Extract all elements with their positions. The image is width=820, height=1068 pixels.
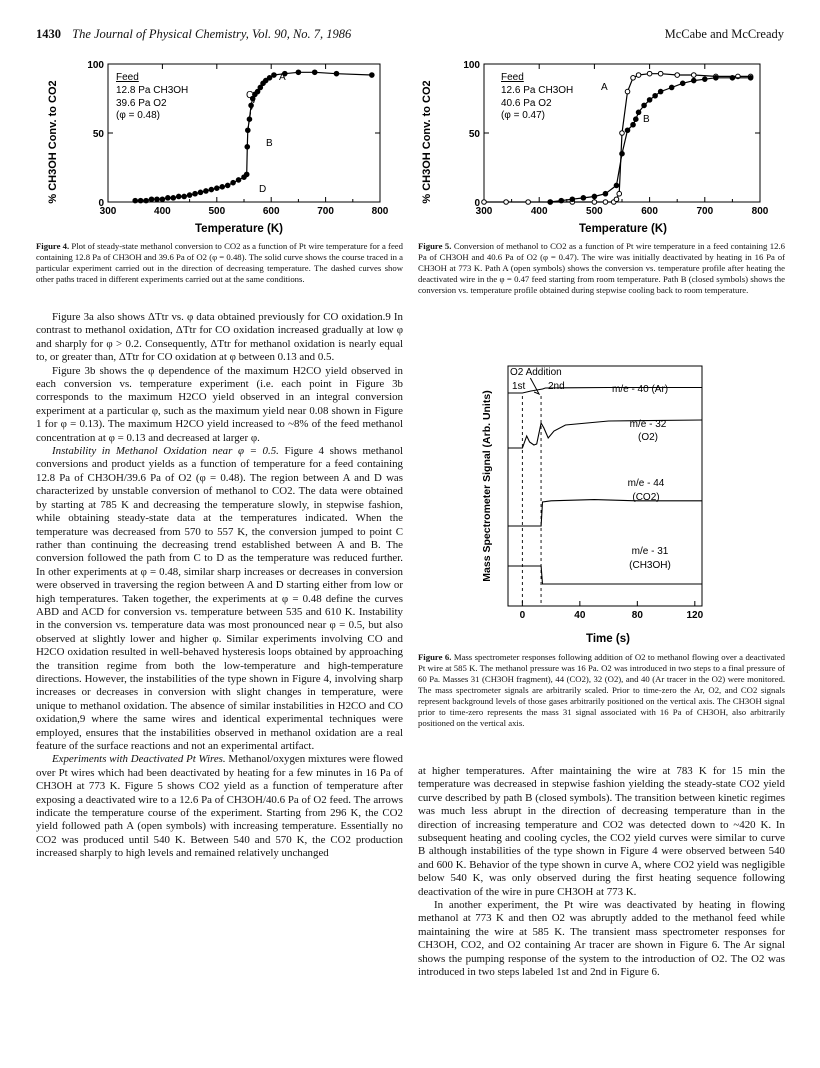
fig4-legend [116, 72, 188, 121]
fig6-arrow-icon [530, 378, 539, 394]
fig4-point [370, 73, 375, 78]
fig4-point [296, 70, 301, 75]
fig4-point [242, 175, 247, 180]
fig5-point [614, 197, 619, 202]
left-column-text [36, 311, 403, 861]
fig5-xtick-label: 400 [530, 206, 548, 217]
fig5-point [647, 71, 652, 76]
fig4-ytick-label: 100 [87, 60, 104, 71]
fig6-xtick-label: 0 [519, 610, 526, 621]
fig5-xtick-label: 300 [475, 206, 493, 217]
fig4-legend-line-1: 12.8 Pa CH3OH [116, 85, 189, 96]
fig5-point [647, 98, 652, 103]
fig4-ytick-label: 50 [92, 129, 104, 140]
fig4-point [236, 178, 241, 183]
fig5-point [658, 89, 663, 94]
fig4-point [171, 196, 176, 201]
fig5-point [617, 191, 622, 196]
paragraph-text: Methanol/oxygen mixtures were flowed over Pt wires which had been deactivated by heating for a few minutes in 16 Pa of CH3OH at 773 K. Figure 5 shows CO2 yield as a function of temperature after exposing a deactivated wire to a 12.6 Pa of CH3OH/40.6 Pa of O2 feed. The arrows indicate the temperature course of the experiment. Starting from 296 K, the CO2 yield followed path A (open symbols) with increasing temperature. Essentially no CO2 was produced until 540 K. Between 540 and 570 K, the CO2 production increased sharply to high levels and remained relatively unchanged [36, 753, 403, 860]
fig4-point [155, 197, 160, 202]
fig4-ylabel: % CH3OH Conv. to CO2 [47, 80, 59, 204]
fig6-xtick-label: 40 [574, 610, 586, 621]
fig6-label-ch3oh-species: (CH3OH) [629, 560, 671, 571]
fig6-frame [508, 366, 702, 606]
fig4-point [133, 198, 138, 203]
fig5-point [559, 198, 564, 203]
fig6-label-co2-species: (CO2) [632, 492, 660, 503]
page-number: 1430 [36, 27, 61, 41]
fig4-point [182, 194, 187, 199]
fig4-point [334, 71, 339, 76]
fig4-xtick-label: 700 [317, 206, 334, 217]
fig5-point [691, 73, 696, 78]
fig4-label-a: A [279, 72, 286, 83]
paragraph: at higher temperatures. After maintaining the wire at 783 K for 15 min the temperature was decreased in stepwise fashion yielding the steady-state CO2 yield curve described by path B (closed symbols). The transition between kinetic regimes was much less abrupt in the direction of decreasing temperature than in the direction of increasing temperature and CO2 was detected down to ~420 K. In subsequent heating and cooling cycles, the CO2 yield curves were similar to curve B although instabilities of the type shown in Figure 4 were observed between 540 and 600 K. Behavior of the type shown in curve A, where CO2 yield was negligible below 540 K, was only observed during the first heating sequence following deactivation of the wire in pure CH3OH at 773 K. [418, 765, 785, 898]
fig5-point [634, 117, 639, 122]
fig4-point [138, 198, 143, 203]
fig5-legend [501, 72, 573, 121]
fig5-label-b: B [643, 114, 650, 125]
fig5-point [526, 200, 531, 205]
fig5-point [703, 77, 708, 82]
figure-6-caption [418, 652, 785, 729]
fig5-xtick-label: 800 [751, 206, 769, 217]
fig5-series-B-line [550, 78, 750, 202]
fig5-ytick-label: 0 [474, 198, 480, 209]
page-header [36, 27, 784, 45]
fig4-xtick-label: 600 [262, 206, 280, 217]
fig5-legend-title: Feed [501, 72, 524, 83]
fig5-point [620, 131, 625, 136]
fig5-point [548, 200, 553, 205]
figure-4-caption [36, 241, 403, 285]
fig4-ytick-label: 0 [98, 198, 104, 209]
fig4-point [160, 197, 165, 202]
fig4-point [144, 198, 149, 203]
header-left [36, 27, 351, 42]
paragraph: In another experiment, the Pt wire was deactivated by heating in flowing methanol at 773 K and then O2 was abruptly added to the methanol feed while maintaining the wire at 585 K. The transient mass spectrometer responses for CH3OH, CO2, and O2 containing Ar tracer are shown in Figure 6. The Ar signal shows the pumping response of the system to the introduction of O2. The O2 was introduced in two steps labeled 1st and 2nd in Figure 6. [418, 899, 785, 979]
fig4-point [204, 189, 209, 194]
figure-4-label: Figure 4. [36, 241, 70, 251]
fig4-point [215, 186, 220, 191]
fig5-label-a: A [601, 82, 608, 93]
fig5-legend-line-3: (φ = 0.47) [501, 110, 546, 121]
fig5-point [631, 122, 636, 127]
fig5-xtick-label: 600 [641, 206, 658, 217]
paragraph: Figure 3b shows the φ dependence of the maximum H2CO yield observed in each conversion vs. temperature experiment (i.e. each point in Figure 3b corresponds to the maximum H2CO yield observed in an integral conversion experiment at a particular φ, such as the maximum yield near 0.08 shown in Figure 1 for φ = 0.13). The maximum H2CO yield increased to ~8% of the feed methanol concentration at φ = 0.13 and decreased at larger φ. [36, 364, 403, 444]
fig6-label-o2-species: (O2) [638, 432, 658, 443]
fig6-o2-addition-label: O2 Addition [510, 367, 562, 378]
fig5-point [669, 85, 674, 90]
paragraph [36, 753, 403, 860]
fig6-xtick-label: 120 [686, 610, 704, 621]
fig5-point [636, 73, 641, 78]
fig5-point [603, 191, 608, 196]
fig5-point [592, 194, 597, 199]
fig6-xtick-label: 80 [631, 610, 643, 621]
fig5-point [625, 128, 630, 133]
fig5-point [614, 183, 619, 188]
fig5-point [625, 89, 630, 94]
fig4-label-c: C [246, 90, 254, 101]
fig5-point [482, 200, 487, 205]
fig5-point [730, 76, 735, 81]
paragraph: Figure 3a also shows ΔTtr vs. φ data obtained previously for CO oxidation.9 In contrast to methanol oxidation, ΔTtr for CO oxidation increased gradually at low φ and sharply for φ > 0.2. Consequently, ΔTtr for methanol oxidation is nearly equal to, or greater than, ΔTtr for CO oxidation at φ between 0.13 and 0.5. [36, 311, 403, 364]
fig4-point [220, 185, 225, 190]
fig5-legend-line-1: 12.6 Pa CH3OH [501, 85, 574, 96]
fig5-point [714, 76, 719, 81]
fig6-second-label: 2nd [548, 381, 565, 392]
fig5-ytick-label: 100 [463, 60, 480, 71]
fig5-legend-line-2: 40.6 Pa O2 [501, 98, 552, 109]
fig5-ylabel: % CH3OH Conv. to CO2 [421, 80, 433, 204]
fig4-point [209, 187, 214, 192]
fig6-xlabel: Time (s) [586, 633, 630, 645]
fig4-legend-title: Feed [116, 72, 139, 83]
fig4-point [312, 70, 317, 75]
fig5-point [636, 110, 641, 115]
fig4-legend-line-2: 39.6 Pa O2 [116, 98, 167, 109]
fig5-point [658, 71, 663, 76]
fig4-point [166, 196, 171, 201]
fig4-point [225, 183, 230, 188]
fig4-xtick-label: 800 [371, 206, 389, 217]
figure-6-label: Figure 6. [418, 652, 452, 662]
figure-4-caption-text: Plot of steady-state methanol conversion to CO2 as a function of Pt wire temperature for a feed containing 12.8 Pa of CH3OH and 39.6 Pa of O2 (φ = 0.48). The solid curve shows the course traced in a particular experiment carried out in the direction of decreasing temperature. The dashed curves show other paths traced in different experiments carried out at the same conditions. [36, 241, 404, 284]
fig4-point [176, 194, 181, 199]
fig5-point [504, 200, 509, 205]
fig5-point [748, 76, 753, 81]
figure-5-chart [418, 50, 786, 236]
fig5-point [620, 151, 625, 156]
fig4-point [198, 190, 203, 195]
fig5-xtick-label: 500 [586, 206, 603, 217]
fig4-label-d: D [259, 184, 267, 195]
fig4-point [187, 193, 192, 198]
paragraph-text: Figure 4 shows methanol conversions and product yields as a function of temperature for a feed containing 12.8 Pa of CH3OH/39.6 Pa of O2 (φ = 0.48). The region between A and D was characterized by unstable conversion of methanol to CO2. The data were obtained by starting at 785 K and decreasing the temperature slowly, in stepwise fashion, while obtaining steady-state data at the temperatures indicated. When the temperature was decreased from 570 to 557 K, the conversion jumped to point C rather than continuing the decreasing trend established between A and B. The conversion followed the path from C to D as the temperature was reduced further. In other experiments at φ = 0.48, similar sharp increases or decreases in conversion were observed in traversing the region between A and D starting either from low or high temperatures. Taken together, the experiments at φ = 0.48 define the curves ABD and ACD for conversion vs. temperature between 535 and 610 K. Instability in the conversion vs. temperature data was most pronounced near φ = 0.5, but also observed at slightly lower and higher φ. Similar experiments involving CO and H2CO oxidation resulted in well-behaved hysteresis loops obtained by approaching the transition regime from both the low-temperature and high-temperature directions. However, the instabilities of the type shown in Figure 4, involving sharp increases or decreases in conversion with slight changes in temperature, were unique to methanol oxidation. The absence of similar instabilities in H2CO and CO oxidation,9 where the same wires and identical experimental techniques were employed, ensures that the instabilities observed in methanol oxidation are a real feature of the surface reactions and not an experimental artifact. [36, 445, 403, 752]
section-heading: Experiments with Deactivated Pt Wires. [52, 753, 226, 766]
fig6-label-co2-mass: m/e - 44 [627, 478, 665, 489]
figure-5-caption [418, 241, 785, 296]
fig4-xtick-label: 300 [99, 206, 117, 217]
fig4-point [193, 191, 198, 196]
fig6-trace-2 [508, 500, 702, 526]
fig5-point [675, 73, 680, 78]
header-authors: McCabe and McCready [664, 27, 784, 41]
fig6-ylabel: Mass Spectrometer Signal (Arb. Units) [481, 390, 493, 582]
fig6-trace-1 [508, 420, 702, 448]
fig5-xlabel: Temperature (K) [579, 223, 667, 235]
figure-5-caption-text: Conversion of methanol to CO2 as a function of Pt wire temperature in a feed containing 12.6 Pa of CH3OH and 40.6 Pa of O2 (φ = 0.47). The wire was initially deactivated by heating in 16 Pa of CH3OH at 773 K. Path A (open symbols) shows the conversion vs. temperature profile after heating the deactivated wire in the φ = 0.47 feed starting from room temperature. Path B (closed symbols) shows the conversion vs. temperature profile obtained during stepwise cooling back to room temperature. [418, 241, 786, 295]
fig5-xtick-label: 700 [696, 206, 714, 217]
fig5-point [653, 93, 658, 98]
figure-6-chart [478, 348, 718, 646]
fig4-label-b: B [266, 138, 273, 149]
fig5-point [581, 196, 586, 201]
fig6-first-label: 1st [512, 381, 526, 392]
fig6-trace-3 [508, 566, 702, 584]
fig4-xtick-label: 500 [208, 206, 226, 217]
fig6-label-ch3oh-mass: m/e - 31 [631, 546, 669, 557]
paragraph [36, 445, 403, 753]
right-column-text [418, 765, 785, 980]
fig4-legend-line-3: (φ = 0.48) [116, 110, 161, 121]
fig4-point [245, 145, 250, 150]
fig4-xlabel: Temperature (K) [195, 223, 283, 235]
figure-4-chart [44, 50, 400, 236]
fig5-point [631, 76, 636, 81]
fig5-point [570, 197, 575, 202]
fig5-point [691, 78, 696, 83]
fig5-ytick-label: 50 [468, 129, 480, 140]
fig5-point [603, 200, 608, 205]
figure-6-caption-text: Mass spectrometer responses following addition of O2 to methanol flowing over a deactivated Pt wire at 585 K. The methanol pressure was 16 Pa. O2 was introduced in two steps to a final pressure of 60 Pa. Masses 31 (CH3OH fragment), 44 (CO2), 32 (O2), and 40 (Ar tracer in the O2) were monitored. The mass spectrometer signals are arbitrarily scaled. Prior to time-zero the Ar, O2, and CO2 signals represent background levels of those gases arbitrarily positioned on the vertical axis. The CH3OH signal prior to time-zero represents the mass 31 signal associated with 16 Pa of CH3OH, also arbitrarily positioned on the vertical axis. [418, 652, 786, 728]
fig5-point [592, 200, 597, 205]
section-heading: Instability in Methanol Oxidation near φ = 0.5. [52, 445, 279, 458]
fig4-xtick-label: 400 [154, 206, 171, 217]
fig6-label-o2-mass: m/e - 32 [629, 419, 667, 430]
journal-title: The Journal of Physical Chemistry, Vol. 90, No. 7, 1986 [72, 27, 352, 41]
fig4-point [149, 197, 154, 202]
fig5-point [642, 103, 647, 108]
figure-5-label: Figure 5. [418, 241, 452, 251]
fig4-point [231, 180, 236, 185]
fig6-label-ar: m/e - 40 (Ar) [612, 384, 669, 395]
fig5-point [680, 81, 685, 86]
